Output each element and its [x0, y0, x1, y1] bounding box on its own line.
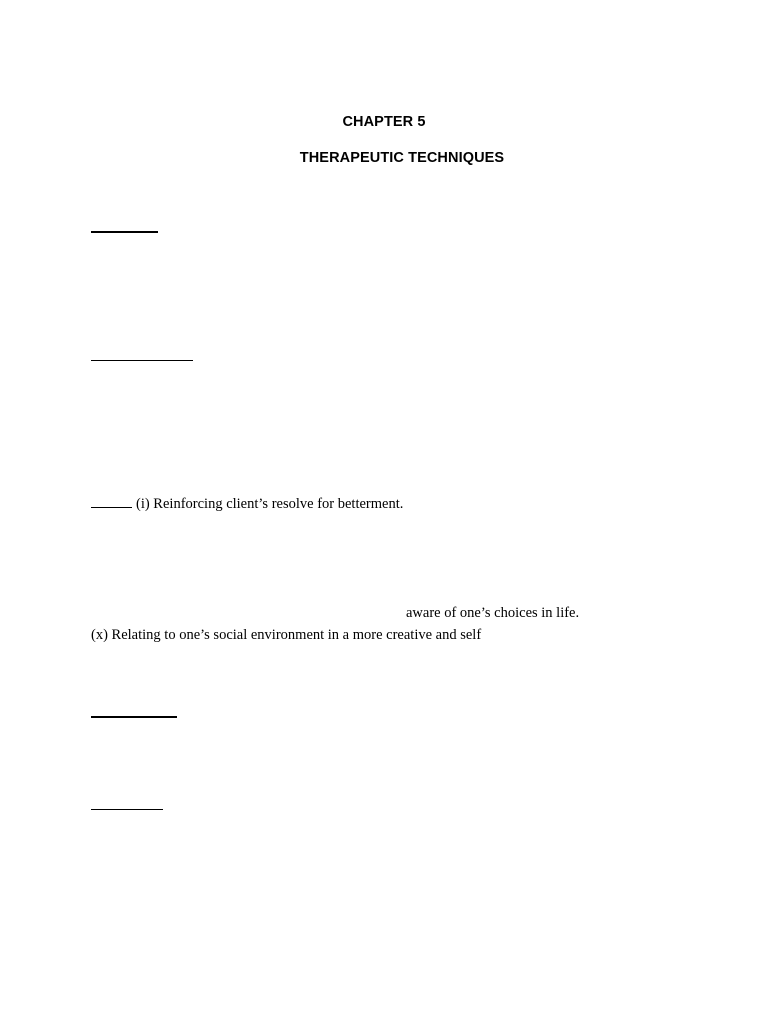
- underline-rule: [91, 360, 193, 361]
- list-item: [91, 493, 403, 513]
- underline-rule: [91, 809, 163, 810]
- list-item: (x) Relating to one’s social environment in a more creative and self: [91, 627, 482, 643]
- blank-line: [91, 493, 132, 508]
- chapter-title: THERAPEUTIC TECHNIQUES: [299, 150, 505, 166]
- chapter-heading: CHAPTER 5: [342, 114, 426, 130]
- text-fragment: aware of one’s choices in life.: [406, 605, 580, 621]
- underline-rule: [91, 231, 158, 233]
- list-item-text: (i) Reinforcing client’s resolve for betterment.: [136, 496, 404, 512]
- underline-rule: [91, 716, 177, 718]
